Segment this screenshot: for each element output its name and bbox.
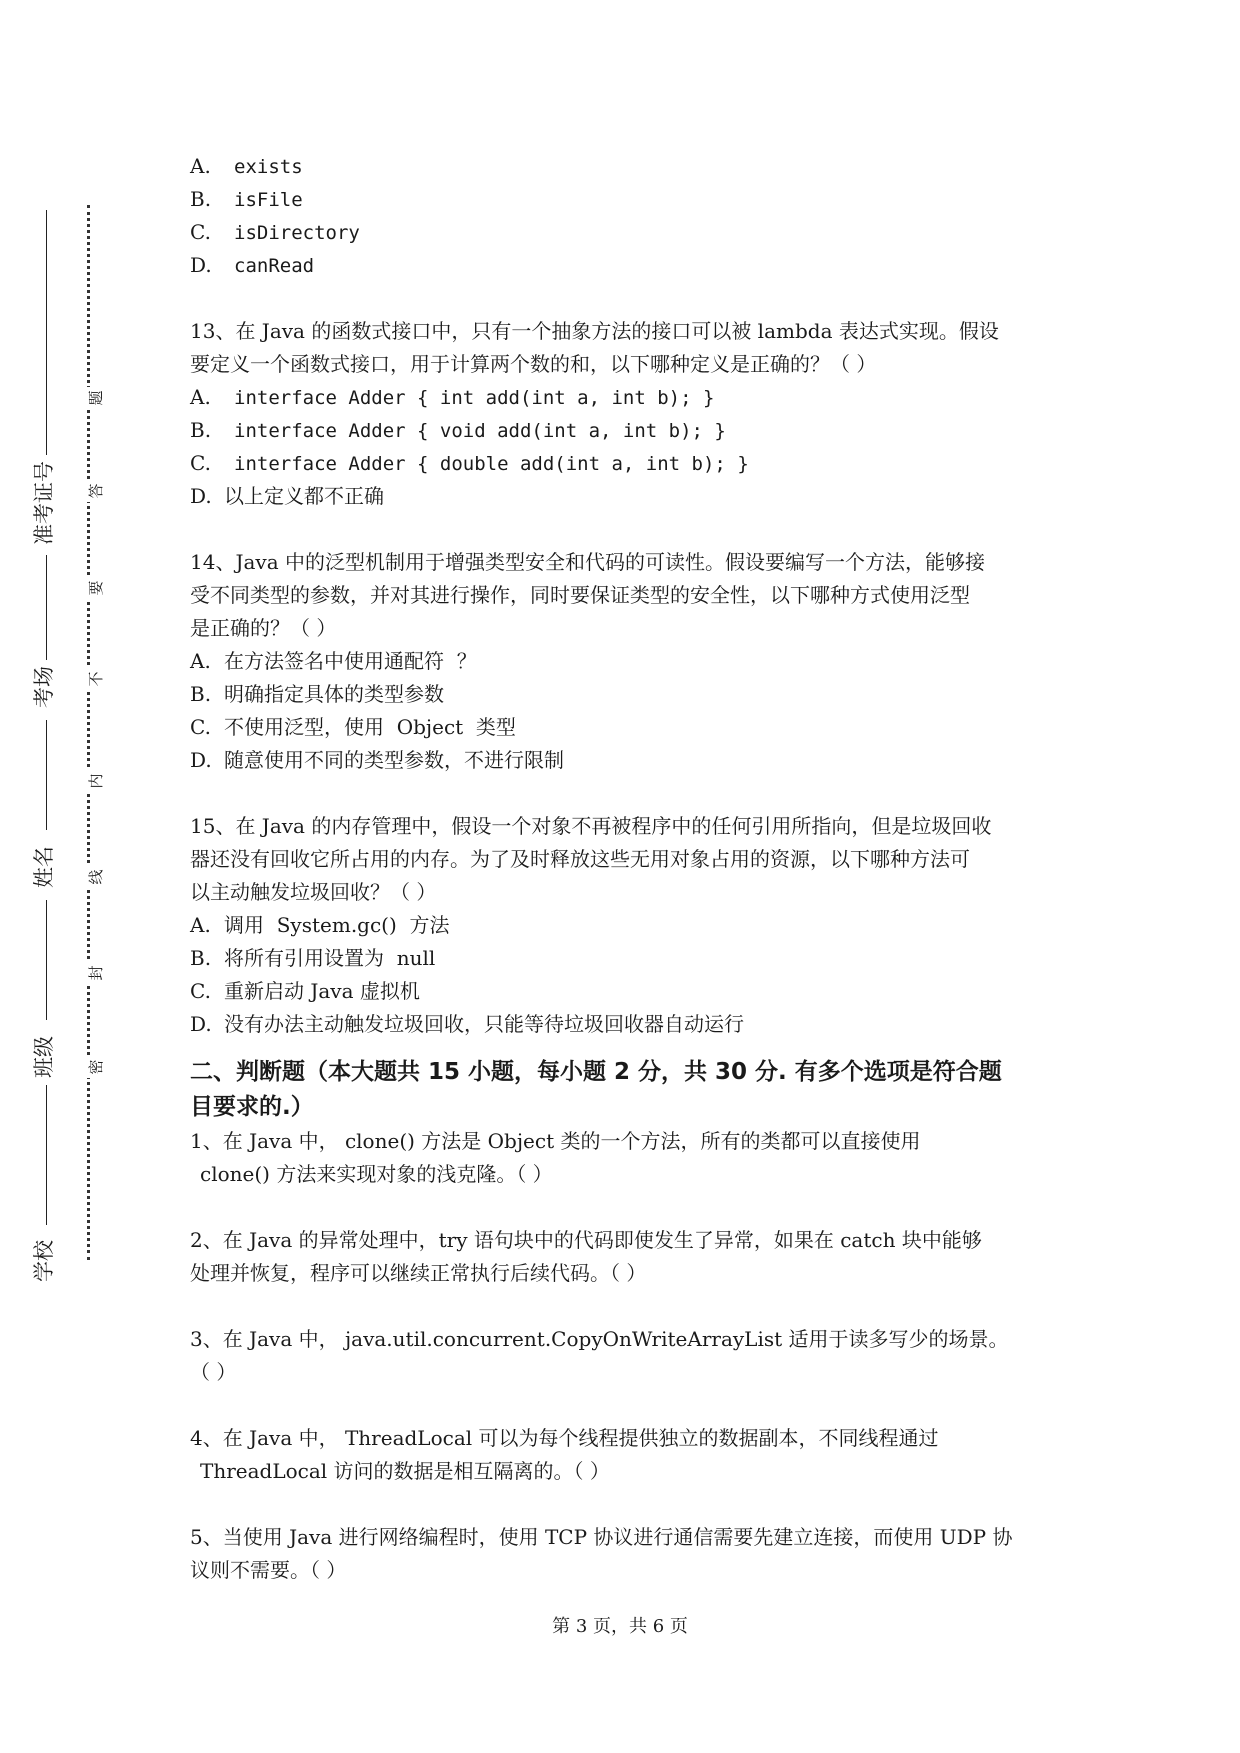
seal-char: 内	[85, 770, 107, 792]
seal-char: 不	[85, 668, 107, 690]
section-heading: 目要求的.）	[190, 1094, 314, 1120]
question-stem: 15、在 Java 的内存管理中，假设一个对象不再被程序中的任何引用所指向，但是垃圾回收	[190, 814, 992, 838]
question-stem: 处理并恢复，程序可以继续正常执行后续代码。（ ）	[190, 1261, 647, 1285]
question-stem: 2、在 Java 的异常处理中，try 语句块中的代码即使发生了异常，如果在 catch 块中能够	[190, 1228, 982, 1252]
name-fill-line	[46, 720, 47, 830]
section-heading: 二、判断题（本大题共 15 小题，每小题 2 分，共 30 分. 有多个选项是符合题	[190, 1059, 1002, 1085]
seal-char: 题	[85, 387, 107, 409]
seal-char: 密	[85, 1056, 107, 1078]
option-c: C. 不使用泛型，使用 Object 类型	[190, 715, 516, 739]
seal-dotted-line	[87, 205, 90, 1260]
option-c: C. interface Adder { double add(int a, int b); }	[190, 451, 749, 475]
school-fill-line	[46, 1085, 47, 1225]
judgment-2	[190, 1224, 1070, 1290]
class-fill-line	[46, 900, 47, 1020]
option-c: C. isDirectory	[190, 220, 360, 244]
exam-room-fill-line	[46, 555, 47, 660]
judgment-5	[190, 1521, 1070, 1587]
class-label: 班级	[32, 1036, 56, 1078]
admission-number-label: 准考证号	[32, 461, 56, 545]
question-stem: 5、当使用 Java 进行网络编程时，使用 TCP 协议进行通信需要先建立连接，而使用 UDP 协	[190, 1525, 1013, 1549]
binding-margin	[0, 0, 140, 1753]
section-2-heading	[190, 1055, 1070, 1125]
seal-char: 封	[85, 962, 107, 984]
question-stem: 议则不需要。（ ）	[190, 1558, 347, 1582]
exam-room-label: 考场	[32, 666, 56, 708]
question-stem: （ ）	[190, 1360, 237, 1384]
question-stem: 以主动触发垃圾回收？（ ）	[190, 880, 437, 904]
question-stem: 4、在 Java 中， ThreadLocal 可以为每个线程提供独立的数据副本，不同线程通过	[190, 1426, 939, 1450]
question-stem: 器还没有回收它所占用的内存。为了及时释放这些无用对象占用的资源，以下哪种方法可	[190, 847, 970, 871]
exam-content	[190, 150, 1070, 1587]
option-b: B. 明确指定具体的类型参数	[190, 682, 444, 706]
question-13	[190, 315, 1070, 513]
option-a: A. interface Adder { int add(int a, int b); }	[190, 385, 715, 409]
question-stem: 受不同类型的参数，并对其进行操作，同时要保证类型的安全性，以下哪种方式使用泛型	[190, 583, 970, 607]
judgment-1	[190, 1125, 1070, 1191]
question-14	[190, 546, 1070, 777]
school-label: 学校	[32, 1240, 56, 1282]
question-stem: 14、Java 中的泛型机制用于增强类型安全和代码的可读性。假设要编写一个方法，能够接	[190, 550, 985, 574]
seal-char: 要	[85, 577, 107, 599]
judgment-4	[190, 1422, 1070, 1488]
admission-number-fill-line	[46, 210, 47, 455]
question-12-options	[190, 150, 1070, 282]
option-d: D. canRead	[190, 253, 315, 277]
seal-char: 答	[85, 480, 107, 502]
option-b: B. 将所有引用设置为 null	[190, 946, 436, 970]
option-b: B. isFile	[190, 187, 303, 211]
question-stem: ThreadLocal 访问的数据是相互隔离的。（ ）	[200, 1459, 610, 1483]
question-stem: 是正确的？（ ）	[190, 616, 337, 640]
question-stem: 1、在 Java 中， clone() 方法是 Object 类的一个方法，所有的类都可以直接使用	[190, 1129, 921, 1153]
option-d: D. 随意使用不同的类型参数，不进行限制	[190, 748, 564, 772]
option-d: D. 以上定义都不正确	[190, 484, 384, 508]
question-stem: 3、在 Java 中， java.util.concurrent.CopyOnWriteArrayList 适用于读多写少的场景。	[190, 1327, 1009, 1351]
judgment-3	[190, 1323, 1070, 1389]
option-a: A. 在方法签名中使用通配符 ？	[190, 649, 477, 673]
option-b: B. interface Adder { void add(int a, int b); }	[190, 418, 726, 442]
option-c: C. 重新启动 Java 虚拟机	[190, 979, 420, 1003]
option-a: A. 调用 System.gc() 方法	[190, 913, 450, 937]
question-stem: clone() 方法来实现对象的浅克隆。（ ）	[200, 1162, 553, 1186]
question-15	[190, 810, 1070, 1041]
seal-char: 线	[85, 866, 107, 888]
option-a: A. exists	[190, 154, 303, 178]
option-d: D. 没有办法主动触发垃圾回收，只能等待垃圾回收器自动运行	[190, 1012, 744, 1036]
question-stem: 13、在 Java 的函数式接口中，只有一个抽象方法的接口可以被 lambda 表达式实现。假设	[190, 319, 999, 343]
page-number: 第 3 页，共 6 页	[552, 1616, 688, 1637]
name-label: 姓名	[32, 846, 56, 888]
question-stem: 要定义一个函数式接口，用于计算两个数的和，以下哪种定义是正确的？（ ）	[190, 352, 877, 376]
